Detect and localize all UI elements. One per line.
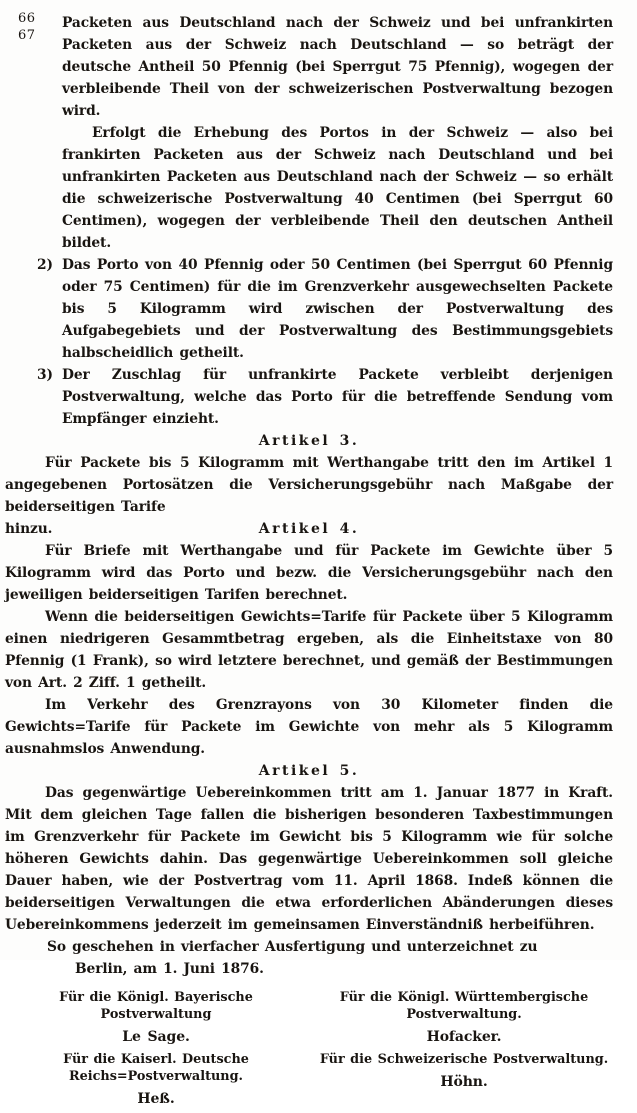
list-item-2 — [37, 254, 613, 364]
signature-wuerttemberg-post — [315, 989, 613, 1046]
signature-column-left — [5, 989, 315, 1113]
list-item-3-text: Der Zuschlag für unfrankirte Packete verbleibt derjenigen Postverwaltung, welche das Porto für die betreffende Sendung vom Empfänger einzieht. — [62, 367, 613, 427]
signature-authority: Für die Schweizerische Postverwaltung. — [319, 1052, 609, 1067]
list-item-2-text: Das Porto von 40 Pfennig oder 50 Centimen (bei Sperrgut 60 Pfennig oder 75 Centimen) für die im Grenzverkehr ausgewechselten Packete bis 5 Kilogramm wird zwischen der Postverwaltung des Aufgabegebiets und der Postverwaltung des Bestimmungsgebiets halbscheidlich getheilt. — [62, 257, 613, 361]
article-4-heading-row — [5, 518, 613, 540]
closing-place-date: Berlin, am 1. Juni 1876. — [75, 961, 264, 977]
signature-swiss-post — [315, 1051, 613, 1091]
article-4-paragraph-1: Für Briefe mit Werthangabe und für Packete im Gewichte über 5 Kilogramm wird das Porto und bezw. die Versicherungsgebühr nach den jeweiligen beiderseitigen Tarifen berechnet. — [5, 543, 613, 603]
article-4-paragraph-2: Wenn die beiderseitigen Gewichts=Tarife für Packete über 5 Kilogramm einen niedrigeren Gesammtbetrag ergeben, als die Einheitstaxe von 80 Pfennig (1 Frank), so wird letztere berechnet, und gemäß der Bestimmungen von Art. 2 Ziff. 1 getheilt. — [5, 609, 613, 691]
article-4-paragraph-3: Im Verkehr des Grenzrayons von 30 Kilometer finden die Gewichts=Tarife für Packete im Gewichte von mehr als 5 Kilogramm ausnahmslos Anwendung. — [5, 697, 613, 757]
signature-authority: Für die Königl. Bayerische Postverwaltung — [59, 990, 253, 1022]
document-body — [5, 12, 613, 1113]
article-5-paragraph: Das gegenwärtige Uebereinkommen tritt am 1. Januar 1877 in Kraft. Mit dem gleichen Tage fallen die bisherigen besonderen Taxbestimmungen im Grenzverkehr für Packete im Gewicht bis 5 Kilogramm wie für solche höheren Gewichts dahin. Das gegenwärtige Uebereinkommen soll gleiche Dauer haben, wie der Postvertrag vom 11. April 1868. Indeß können die beiderseitigen Verwaltungen die etwa erforderlichen Abänderungen dieses Uebereinkommens jederzeit im gemeinsamen Einverständniß herbeiführen. — [5, 785, 613, 933]
list-item-3 — [37, 364, 613, 430]
signature-german-reich-post — [5, 1051, 307, 1108]
article-5-heading: Artikel 5. — [258, 763, 360, 779]
signature-name: Hofacker. — [426, 1029, 502, 1045]
list-item-2-number: 2) — [37, 257, 53, 273]
signature-column-right — [315, 989, 613, 1113]
article-4-heading: Artikel 4. — [258, 521, 360, 537]
signature-authority: Für die Königl. Württembergische Postverwaltung. — [339, 990, 589, 1022]
page-number-bottom: 67 — [18, 28, 36, 43]
signature-authority: Für die Kaiserl. Deutsche Reichs=Postverwaltung. — [63, 1052, 249, 1084]
numbered-items-block — [5, 12, 613, 430]
signature-block — [5, 989, 613, 1113]
article-3-paragraph-tail: hinzu. — [5, 521, 53, 537]
paragraph-item1-subparagraph: Erfolgt die Erhebung des Portos in der Schweiz — also bei frankirten Packeten aus der Schweiz nach Deutschland und bei unfrankirten Packeten aus Deutschland nach der Schweiz — so erhält die schweizerische Postverwaltung 40 Centimen (bei Sperrgut 60 Centimen), wogegen der verbleibende Theil den deutschen Antheil bildet. — [62, 125, 613, 251]
paragraph-item1-continuation: Packeten aus Deutschland nach der Schweiz und bei unfrankirten Packeten aus der Schweiz nach Deutschland — so beträgt der deutsche Antheil 50 Pfennig (bei Sperrgut 75 Pfennig), wogegen der verbleibende Theil von der schweizerischen Postverwaltung bezogen wird. — [62, 15, 613, 119]
article-3-heading: Artikel 3. — [258, 433, 360, 449]
signature-bavarian-post — [5, 989, 307, 1046]
list-item-3-number: 3) — [37, 367, 53, 383]
closing-statement: So geschehen in vierfacher Ausfertigung und unterzeichnet zu — [47, 939, 538, 955]
signature-name: Le Sage. — [122, 1029, 190, 1045]
page-number-top: 66 — [18, 11, 36, 26]
article-3-paragraph: Für Packete bis 5 Kilogramm mit Werthangabe tritt den im Artikel 1 angegebenen Portosätzen die Versicherungsgebühr nach Maßgabe der beiderseitigen Tarife — [5, 455, 613, 515]
signature-name: Heß. — [137, 1091, 175, 1107]
signature-name: Höhn. — [440, 1074, 488, 1090]
